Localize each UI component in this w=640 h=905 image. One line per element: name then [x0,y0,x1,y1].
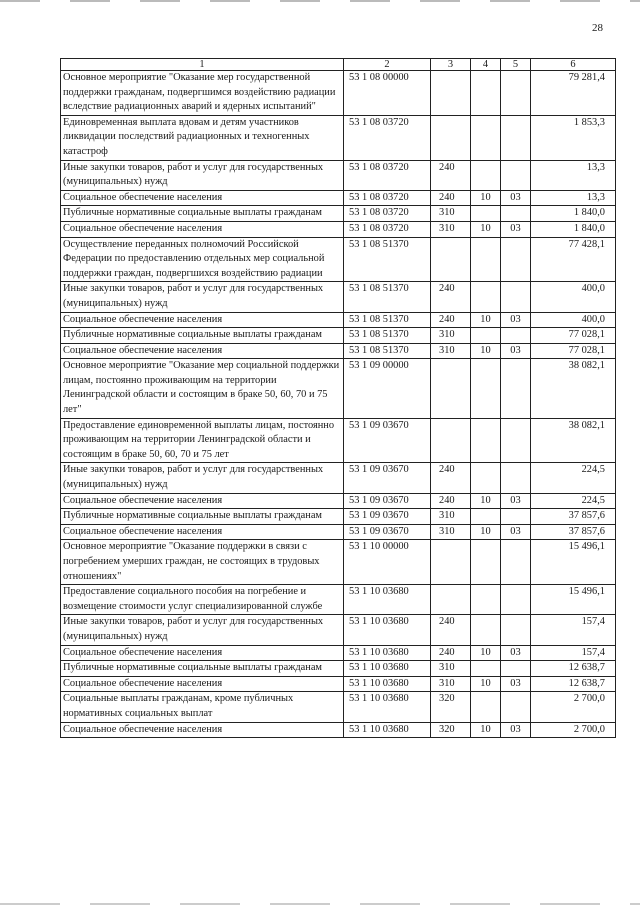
table-row [61,661,616,677]
row-code-cell: 53 1 10 03680 [344,722,431,738]
row-name-cell: Социальное обеспечение населения [61,493,344,509]
row-expense-type-cell: 240 [431,190,471,206]
row-name-cell: Иные закупки товаров, работ и услуг для государственных (муниципальных) нужд [61,463,344,493]
row-section-cell: 10 [471,722,501,738]
row-subsection-cell: 03 [501,645,531,661]
row-expense-type-cell [431,71,471,116]
row-subsection-cell [501,585,531,615]
row-name-cell: Социальное обеспечение населения [61,343,344,359]
row-expense-type-cell: 310 [431,509,471,525]
row-name-cell: Публичные нормативные социальные выплаты гражданам [61,661,344,677]
row-name-cell: Предоставление единовременной выплаты лицам, постоянно проживающим на территории Ленинградской области и состоящим в браке 50, 60, 70 и 75 лет [61,418,344,463]
table-row [61,493,616,509]
row-expense-type-cell: 310 [431,221,471,237]
table-row [61,615,616,645]
row-expense-type-cell [431,115,471,160]
row-name-cell: Предоставление социального пособия на погребение и возмещение стоимости услуг специализированной службе [61,585,344,615]
row-amount-cell: 15 496,1 [531,585,616,615]
row-section-cell [471,615,501,645]
row-section-cell [471,282,501,312]
row-amount-cell: 1 853,3 [531,115,616,160]
row-expense-type-cell [431,585,471,615]
row-name-cell: Публичные нормативные социальные выплаты гражданам [61,206,344,222]
table-row [61,221,616,237]
table-row [61,645,616,661]
row-section-cell: 10 [471,676,501,692]
row-amount-cell: 37 857,6 [531,524,616,540]
budget-table [60,58,616,738]
row-section-cell: 10 [471,645,501,661]
row-section-cell [471,237,501,282]
row-expense-type-cell [431,540,471,585]
row-amount-cell: 12 638,7 [531,661,616,677]
row-subsection-cell [501,160,531,190]
table-row [61,237,616,282]
row-subsection-cell [501,237,531,282]
row-expense-type-cell: 310 [431,343,471,359]
row-subsection-cell [501,71,531,116]
row-name-cell: Иные закупки товаров, работ и услуг для государственных (муниципальных) нужд [61,615,344,645]
row-expense-type-cell: 240 [431,615,471,645]
row-section-cell: 10 [471,221,501,237]
row-amount-cell: 13,3 [531,190,616,206]
row-amount-cell: 15 496,1 [531,540,616,585]
row-code-cell: 53 1 08 00000 [344,71,431,116]
row-section-cell [471,328,501,344]
row-amount-cell: 157,4 [531,645,616,661]
row-code-cell: 53 1 09 00000 [344,359,431,418]
row-expense-type-cell [431,418,471,463]
table-row [61,206,616,222]
row-code-cell: 53 1 08 51370 [344,282,431,312]
row-section-cell: 10 [471,343,501,359]
row-code-cell: 53 1 10 03680 [344,676,431,692]
row-code-cell: 53 1 08 51370 [344,237,431,282]
row-code-cell: 53 1 09 03670 [344,463,431,493]
row-amount-cell: 37 857,6 [531,509,616,525]
row-subsection-cell: 03 [501,524,531,540]
row-amount-cell: 38 082,1 [531,418,616,463]
row-expense-type-cell: 240 [431,282,471,312]
row-name-cell: Социальное обеспечение населения [61,676,344,692]
row-amount-cell: 13,3 [531,160,616,190]
row-section-cell [471,359,501,418]
table-row [61,343,616,359]
row-amount-cell: 77 028,1 [531,328,616,344]
row-amount-cell: 224,5 [531,463,616,493]
row-section-cell: 10 [471,190,501,206]
row-name-cell: Социальное обеспечение населения [61,645,344,661]
row-subsection-cell [501,540,531,585]
table-row [61,463,616,493]
table-row [61,115,616,160]
row-name-cell: Социальные выплаты гражданам, кроме публичных нормативных социальных выплат [61,692,344,722]
row-name-cell: Единовременная выплата вдовам и детям участников ликвидации последствий радиационных и техногенных катастроф [61,115,344,160]
row-amount-cell: 12 638,7 [531,676,616,692]
row-subsection-cell: 03 [501,343,531,359]
table-row [61,418,616,463]
row-subsection-cell: 03 [501,190,531,206]
row-expense-type-cell: 240 [431,160,471,190]
table-row [61,282,616,312]
row-name-cell: Основное мероприятие "Оказание поддержки в связи с погребением умерших граждан, не состоящих в трудовых отношениях" [61,540,344,585]
row-code-cell: 53 1 10 03680 [344,692,431,722]
row-amount-cell: 2 700,0 [531,722,616,738]
row-expense-type-cell: 240 [431,312,471,328]
row-section-cell [471,585,501,615]
column-header-expense-type: 3 [431,59,471,71]
row-code-cell: 53 1 10 00000 [344,540,431,585]
row-expense-type-cell: 240 [431,645,471,661]
row-subsection-cell: 03 [501,493,531,509]
row-subsection-cell [501,692,531,722]
row-code-cell: 53 1 09 03670 [344,493,431,509]
scan-edge-top [0,0,640,2]
page-number: 28 [592,22,603,34]
row-code-cell: 53 1 10 03680 [344,585,431,615]
row-amount-cell: 1 840,0 [531,221,616,237]
row-expense-type-cell: 310 [431,524,471,540]
column-header-name: 1 [61,59,344,71]
row-expense-type-cell: 310 [431,676,471,692]
row-name-cell: Иные закупки товаров, работ и услуг для государственных (муниципальных) нужд [61,160,344,190]
row-expense-type-cell: 320 [431,722,471,738]
row-subsection-cell [501,615,531,645]
row-expense-type-cell: 310 [431,661,471,677]
table-row [61,585,616,615]
row-code-cell: 53 1 08 03720 [344,115,431,160]
row-amount-cell: 38 082,1 [531,359,616,418]
row-code-cell: 53 1 09 03670 [344,524,431,540]
row-name-cell: Социальное обеспечение населения [61,190,344,206]
row-name-cell: Социальное обеспечение населения [61,524,344,540]
row-amount-cell: 79 281,4 [531,71,616,116]
row-subsection-cell [501,328,531,344]
row-expense-type-cell: 240 [431,493,471,509]
table-row [61,540,616,585]
row-subsection-cell [501,661,531,677]
row-amount-cell: 224,5 [531,493,616,509]
row-name-cell: Публичные нормативные социальные выплаты гражданам [61,328,344,344]
row-code-cell: 53 1 08 03720 [344,160,431,190]
row-subsection-cell [501,509,531,525]
row-subsection-cell: 03 [501,312,531,328]
row-subsection-cell [501,115,531,160]
table-row [61,312,616,328]
row-expense-type-cell [431,237,471,282]
row-section-cell [471,463,501,493]
column-header-amount: 6 [531,59,616,71]
table-row [61,160,616,190]
row-name-cell: Социальное обеспечение населения [61,221,344,237]
row-code-cell: 53 1 09 03670 [344,509,431,525]
budget-table-container [60,58,615,738]
table-body [61,71,616,738]
table-row [61,676,616,692]
table-header-row [61,59,616,71]
row-section-cell [471,206,501,222]
row-section-cell [471,115,501,160]
row-code-cell: 53 1 08 51370 [344,343,431,359]
row-name-cell: Основное мероприятие "Оказание мер государственной поддержки гражданам, подвергшимся воздействию радиации вследствие радиационных аварий и ядерных испытаний" [61,71,344,116]
row-code-cell: 53 1 10 03680 [344,661,431,677]
table-row [61,190,616,206]
row-code-cell: 53 1 10 03680 [344,615,431,645]
column-header-code: 2 [344,59,431,71]
row-amount-cell: 400,0 [531,312,616,328]
row-section-cell [471,160,501,190]
table-row [61,509,616,525]
row-name-cell: Социальное обеспечение населения [61,722,344,738]
row-subsection-cell [501,359,531,418]
row-subsection-cell [501,463,531,493]
row-subsection-cell: 03 [501,722,531,738]
column-header-subsection: 5 [501,59,531,71]
row-subsection-cell [501,282,531,312]
row-amount-cell: 77 428,1 [531,237,616,282]
row-code-cell: 53 1 08 03720 [344,206,431,222]
row-expense-type-cell: 320 [431,692,471,722]
row-name-cell: Осуществление переданных полномочий Российской Федерации по предоставлению отдельных мер социальной поддержки граждан, подвергшихся воздействию радиации [61,237,344,282]
row-amount-cell: 77 028,1 [531,343,616,359]
row-subsection-cell [501,418,531,463]
table-row [61,359,616,418]
row-subsection-cell [501,206,531,222]
row-amount-cell: 157,4 [531,615,616,645]
row-code-cell: 53 1 08 03720 [344,221,431,237]
row-section-cell: 10 [471,312,501,328]
row-section-cell: 10 [471,524,501,540]
row-expense-type-cell: 310 [431,206,471,222]
table-row [61,71,616,116]
row-name-cell: Публичные нормативные социальные выплаты гражданам [61,509,344,525]
row-name-cell: Иные закупки товаров, работ и услуг для государственных (муниципальных) нужд [61,282,344,312]
row-expense-type-cell [431,359,471,418]
row-amount-cell: 2 700,0 [531,692,616,722]
row-name-cell: Социальное обеспечение населения [61,312,344,328]
row-section-cell [471,692,501,722]
row-subsection-cell: 03 [501,221,531,237]
row-code-cell: 53 1 08 51370 [344,328,431,344]
table-row [61,328,616,344]
row-section-cell [471,418,501,463]
row-amount-cell: 400,0 [531,282,616,312]
row-code-cell: 53 1 09 03670 [344,418,431,463]
row-expense-type-cell: 310 [431,328,471,344]
row-section-cell: 10 [471,493,501,509]
row-code-cell: 53 1 08 03720 [344,190,431,206]
row-section-cell [471,509,501,525]
row-name-cell: Основное мероприятие "Оказание мер социальной поддержки лицам, постоянно проживающим на территории Ленинградской области и состоящим в браке 50, 60, 70 и 75 лет" [61,359,344,418]
column-header-section: 4 [471,59,501,71]
row-section-cell [471,661,501,677]
table-row [61,722,616,738]
row-code-cell: 53 1 08 51370 [344,312,431,328]
row-code-cell: 53 1 10 03680 [344,645,431,661]
row-amount-cell: 1 840,0 [531,206,616,222]
row-section-cell [471,540,501,585]
row-section-cell [471,71,501,116]
row-subsection-cell: 03 [501,676,531,692]
table-row [61,692,616,722]
row-expense-type-cell: 240 [431,463,471,493]
table-row [61,524,616,540]
